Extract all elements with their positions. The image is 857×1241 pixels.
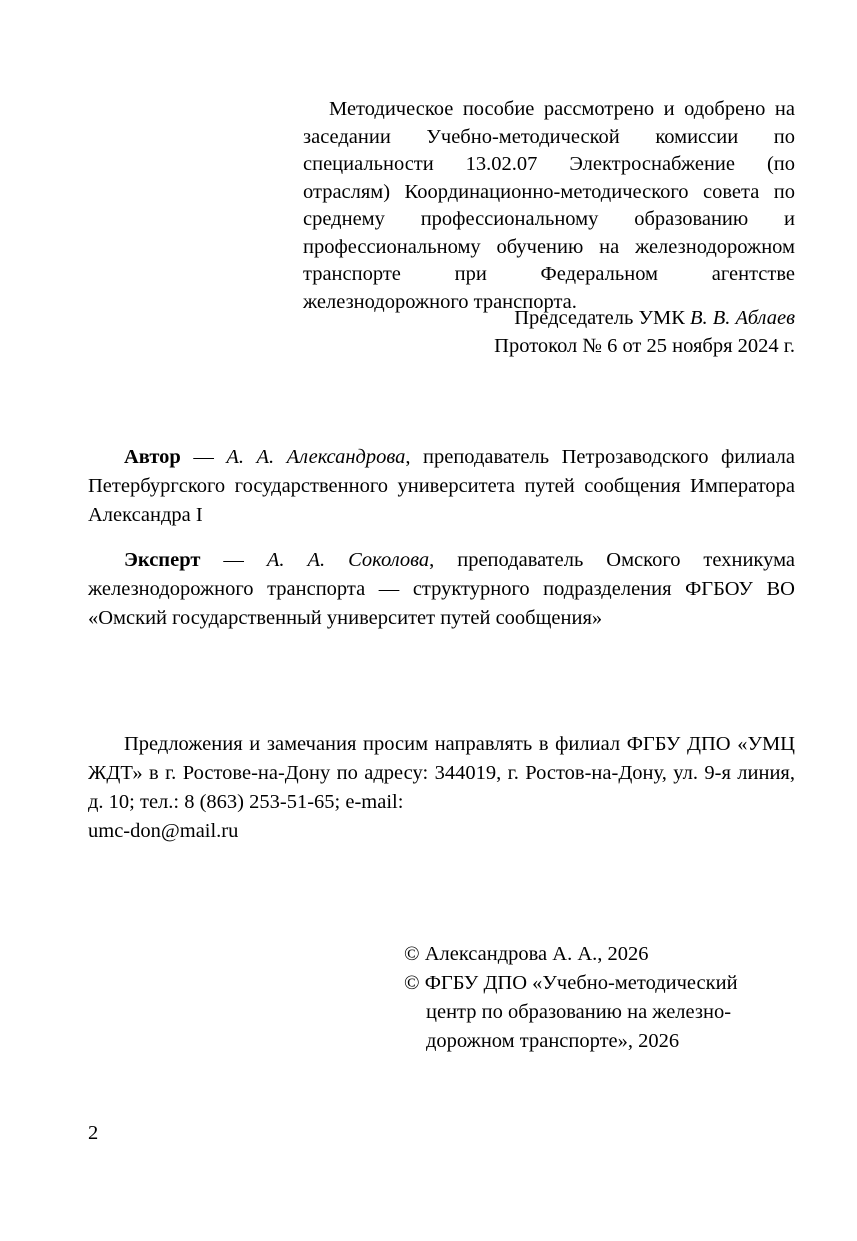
expert-description: , преподаватель Омского техникума железнодорожного транспорта — структурного подразделения ФГБОУ ВО «Омский государственный университет путей сообщения»	[88, 549, 795, 629]
copyright-line-publisher-3: дорожном транспорте», 2026	[426, 1030, 680, 1052]
chairman-row	[303, 305, 795, 333]
credits-block	[88, 443, 795, 633]
copyright-line-author: © Александрова А. А., 2026	[404, 943, 649, 965]
suggestions-block	[88, 730, 795, 846]
expert-role-label: Эксперт	[124, 549, 201, 571]
author-dash: —	[180, 446, 227, 468]
signature-block	[303, 305, 795, 360]
page-number: 2	[88, 1122, 99, 1144]
expert-paragraph	[88, 546, 795, 633]
author-name: А. А. Александрова	[226, 446, 406, 468]
copyright-line-publisher-2: центр по образованию на железно-	[426, 1001, 732, 1023]
copyright-line-publisher-1: © ФГБУ ДПО «Учебно-методический	[404, 972, 738, 994]
expert-name: А. А. Соколова	[266, 549, 430, 571]
suggestions-text: Предложения и замечания просим направлять в филиал ФГБУ ДПО «УМЦ ЖДТ» в г. Ростове-на-Дону по адресу: 344019, г. Ростов-на-Дону, ул. 9-я линия, д. 10; тел.: 8 (863) 253-51-65; e-mail:	[88, 733, 795, 813]
approval-block	[303, 96, 795, 316]
copyright-block	[404, 940, 804, 1056]
contact-email: umc-don@mail.ru	[88, 820, 239, 842]
author-paragraph	[88, 443, 795, 530]
expert-dash: —	[200, 549, 267, 571]
chairman-label: Председатель УМК	[514, 307, 685, 329]
approval-paragraph: Методическое пособие рассмотрено и одобрено на заседании Учебно-методической комиссии по специальности 13.02.07 Электроснабжение (по отраслям) Координационно-методического совета по среднему профессиональному образованию и профессиональному обучению на железнодорожном транспорте при Федеральном агентстве железнодорожного транспорта.	[303, 98, 795, 313]
author-role-label: Автор	[124, 446, 181, 468]
chairman-name: В. В. Аблаев	[690, 307, 795, 329]
protocol-row: Протокол № 6 от 25 ноября 2024 г.	[494, 334, 795, 357]
author-description: , преподаватель Петрозаводского филиала Петербургского государственного университета путей сообщения Императора Александра I	[88, 446, 796, 526]
